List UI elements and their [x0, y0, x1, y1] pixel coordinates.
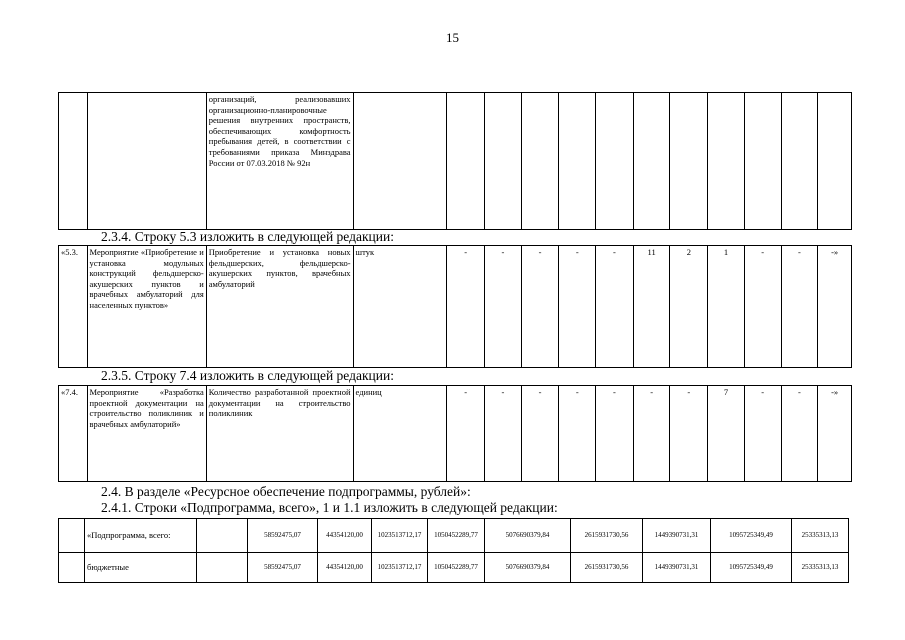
amount-cell: 1449390731,31	[643, 519, 711, 553]
amount-cell: 25335313,13	[792, 553, 849, 583]
unit: штук	[353, 246, 447, 368]
cell-measure	[87, 93, 206, 230]
amount-cell: 2615931730,56	[571, 553, 643, 583]
amount-cell: 1095725349,49	[711, 519, 792, 553]
value-cell: -»	[818, 246, 852, 368]
amount-cell: 1050452289,77	[428, 519, 485, 553]
measure-name: Мероприятие «Разработка проектной документации на строительство поликлиник и врачебных амбулаторий»	[87, 386, 206, 482]
amount-cell: 44354120,00	[318, 519, 372, 553]
value-cell: -	[447, 246, 485, 368]
value-cell: -»	[818, 386, 852, 482]
amount-cell: 1023513712,17	[372, 519, 428, 553]
amount-cell: 5076690379,84	[485, 519, 571, 553]
value-cell: -	[485, 386, 522, 482]
value-cell: -	[521, 246, 559, 368]
value-cell: -	[521, 386, 559, 482]
amount-cell: 1449390731,31	[643, 553, 711, 583]
amount-cell: 58592475,07	[248, 553, 318, 583]
value-cell: -	[633, 386, 670, 482]
heading-2-4-1: 2.4.1. Строки «Подпрограмма, всего», 1 и 1.1 изложить в следующей редакции:	[101, 500, 558, 515]
row-label: бюджетные	[85, 553, 197, 583]
indicator-name: Количество разработанной проектной документации на строительство поликлиник	[206, 386, 353, 482]
value-cell: 1	[708, 246, 745, 368]
amount-cell: 44354120,00	[318, 553, 372, 583]
value-cell: -	[596, 386, 634, 482]
amount-cell: 5076690379,84	[485, 553, 571, 583]
value-cell: -	[559, 386, 596, 482]
value-cell: -	[485, 246, 522, 368]
value-cell: -	[781, 386, 818, 482]
row-number: «7.4.	[59, 386, 88, 482]
amount-cell: 25335313,13	[792, 519, 849, 553]
row-5-3-table	[58, 245, 852, 368]
value-cell: -	[744, 246, 781, 368]
value-cell: -	[670, 386, 708, 482]
unit: единиц	[353, 386, 447, 482]
amount-cell: 2615931730,56	[571, 519, 643, 553]
amount-cell: 1050452289,77	[428, 553, 485, 583]
row-label: «Подпрограмма, всего:	[85, 519, 197, 553]
cell-num	[59, 93, 88, 230]
value-cell: -	[781, 246, 818, 368]
value-cell: -	[596, 246, 634, 368]
finance-table	[58, 518, 849, 583]
value-cell: 2	[670, 246, 708, 368]
value-cell: -	[744, 386, 781, 482]
page-number: 15	[446, 30, 459, 45]
heading-2-4: 2.4. В разделе «Ресурсное обеспечение подпрограммы, рублей»:	[101, 484, 471, 499]
heading-2-3-5: 2.3.5. Строку 7.4 изложить в следующей редакции:	[101, 368, 394, 383]
value-cell: 7	[708, 386, 745, 482]
measure-name: Мероприятие «Приобретение и установка модульных конструкций фельдшерско-акушерских пунктов и врачебных амбулаторий для населенных пунктов»	[87, 246, 206, 368]
continuation-table	[58, 92, 852, 230]
row-number: «5.3.	[59, 246, 88, 368]
value-cell: -	[559, 246, 596, 368]
row-7-4-table	[58, 385, 852, 482]
amount-cell: 58592475,07	[248, 519, 318, 553]
indicator-description: организаций, реализовавших организационно-планировочные решения внутренних пространств, обеспечивающих комфортность пребывания детей, в соответствии с требованиями приказа Минздрава России от 07.03.2018 № 92н	[206, 93, 353, 230]
heading-2-3-4: 2.3.4. Строку 5.3 изложить в следующей редакции:	[101, 229, 394, 244]
value-cell: -	[447, 386, 485, 482]
amount-cell: 1023513712,17	[372, 553, 428, 583]
finance-row-budget	[59, 553, 849, 583]
amount-cell: 1095725349,49	[711, 553, 792, 583]
finance-row-total	[59, 519, 849, 553]
value-cell: 11	[633, 246, 670, 368]
indicator-name: Приобретение и установка новых фельдшерских, фельдшерско-акушерских пунктов, врачебных амбулаторий	[206, 246, 353, 368]
